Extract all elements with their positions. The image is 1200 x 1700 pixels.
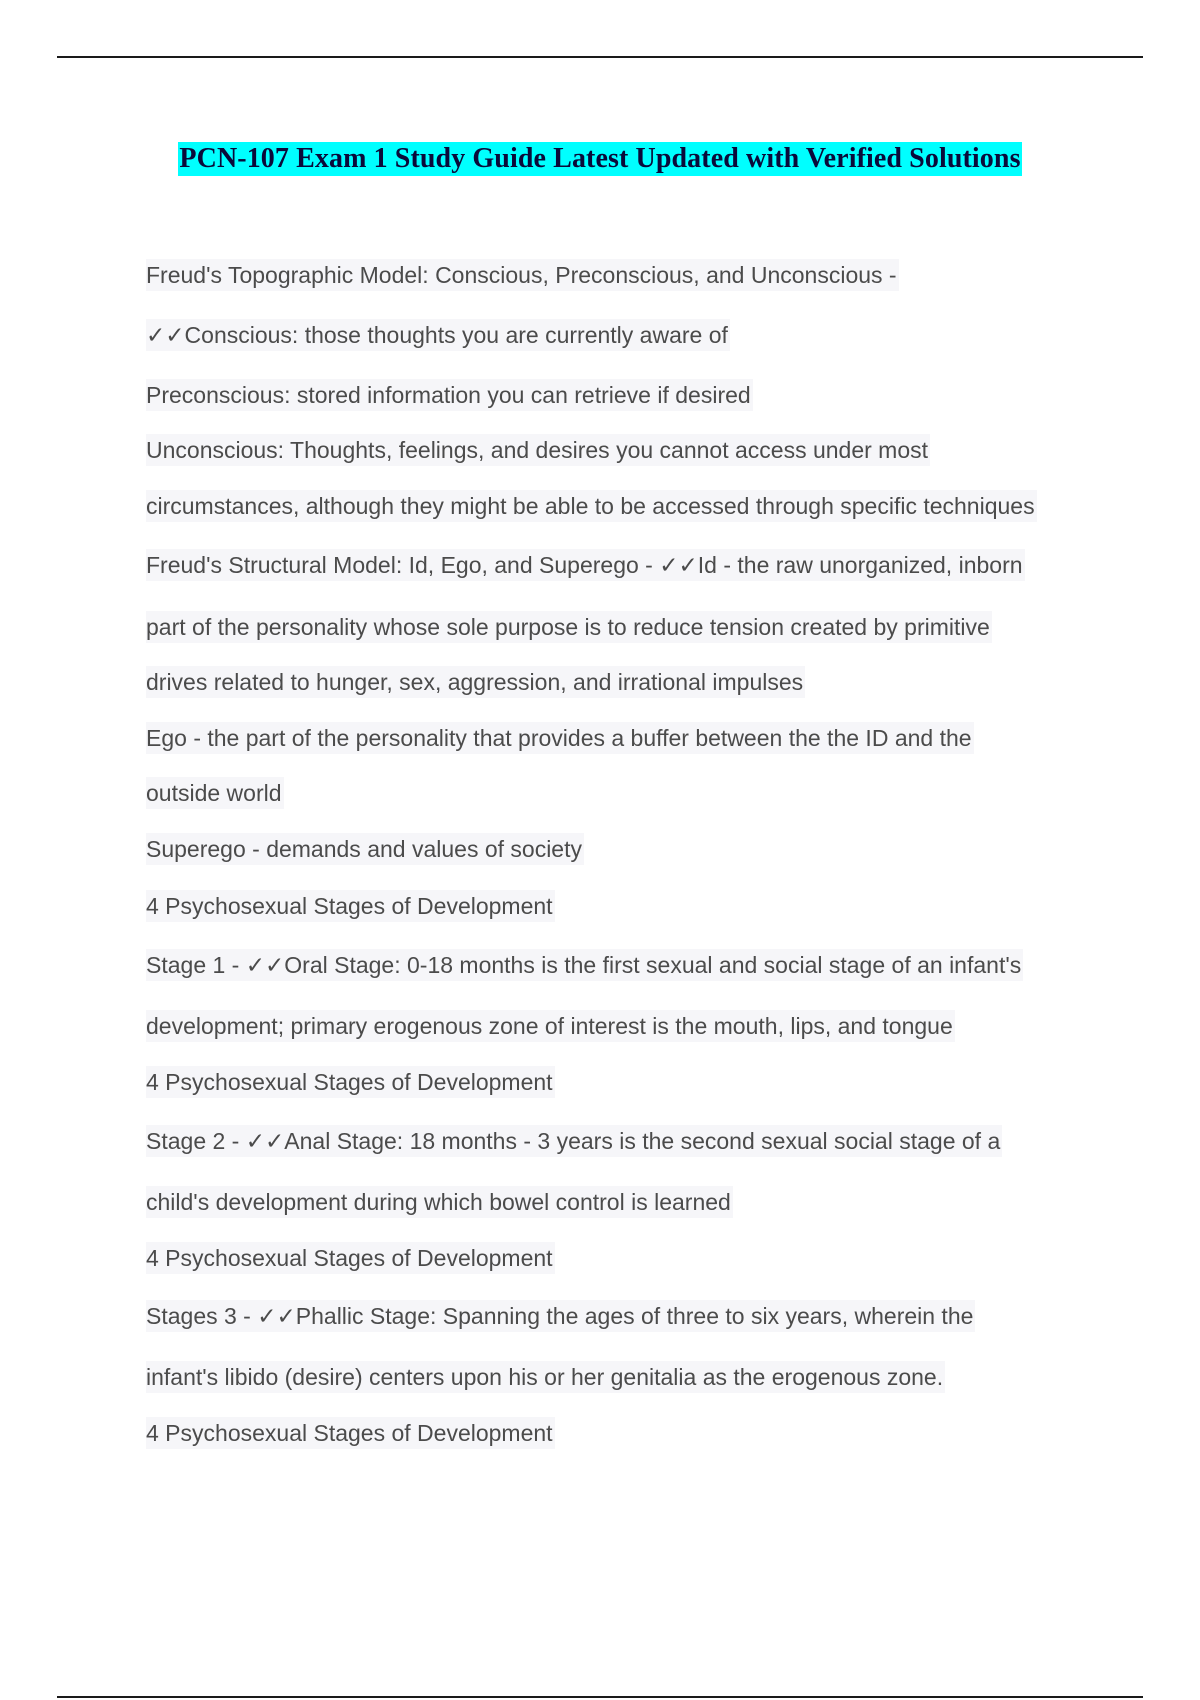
- section-heading: 4 Psychosexual Stages of Development: [146, 1066, 555, 1098]
- body-line: Stage 2 - ✓✓Anal Stage: 18 months - 3 years is the second sexual social stage of a: [146, 1125, 1002, 1157]
- body-line: Ego - the part of the personality that provides a buffer between the the ID and the: [146, 722, 974, 754]
- body-line: Preconscious: stored information you can retrieve if desired: [146, 379, 753, 411]
- body-line: drives related to hunger, sex, aggression, and irrational impulses: [146, 666, 805, 698]
- section-heading: 4 Psychosexual Stages of Development: [146, 1242, 555, 1274]
- body-line: outside world: [146, 777, 284, 809]
- body-line: Unconscious: Thoughts, feelings, and desires you cannot access under most: [146, 434, 930, 466]
- body-line: Stage 1 - ✓✓Oral Stage: 0-18 months is the first sexual and social stage of an infant's: [146, 949, 1023, 981]
- body-line: Superego - demands and values of society: [146, 833, 584, 865]
- body-line: ✓✓Conscious: those thoughts you are currently aware of: [146, 319, 730, 351]
- body-line: Freud's Topographic Model: Conscious, Preconscious, and Unconscious -: [146, 259, 899, 291]
- document-title: PCN-107 Exam 1 Study Guide Latest Updated with Verified Solutions: [179, 143, 1021, 174]
- body-line: Stages 3 - ✓✓Phallic Stage: Spanning the ages of three to six years, wherein the: [146, 1300, 975, 1332]
- body-line: infant's libido (desire) centers upon his or her genitalia as the erogenous zone.: [146, 1361, 945, 1393]
- body-line: child's development during which bowel control is learned: [146, 1186, 733, 1218]
- section-heading: 4 Psychosexual Stages of Development: [146, 890, 555, 922]
- title-block: [0, 142, 1200, 176]
- body-line: circumstances, although they might be able to be accessed through specific techniques: [146, 490, 1037, 522]
- body-line: part of the personality whose sole purpose is to reduce tension created by primitive: [146, 611, 992, 643]
- body-line: development; primary erogenous zone of interest is the mouth, lips, and tongue: [146, 1010, 955, 1042]
- top-rule: [57, 56, 1143, 58]
- body-line: Freud's Structural Model: Id, Ego, and Superego - ✓✓Id - the raw unorganized, inborn: [146, 549, 1025, 581]
- section-heading: 4 Psychosexual Stages of Development: [146, 1417, 555, 1449]
- bottom-rule: [57, 1696, 1143, 1698]
